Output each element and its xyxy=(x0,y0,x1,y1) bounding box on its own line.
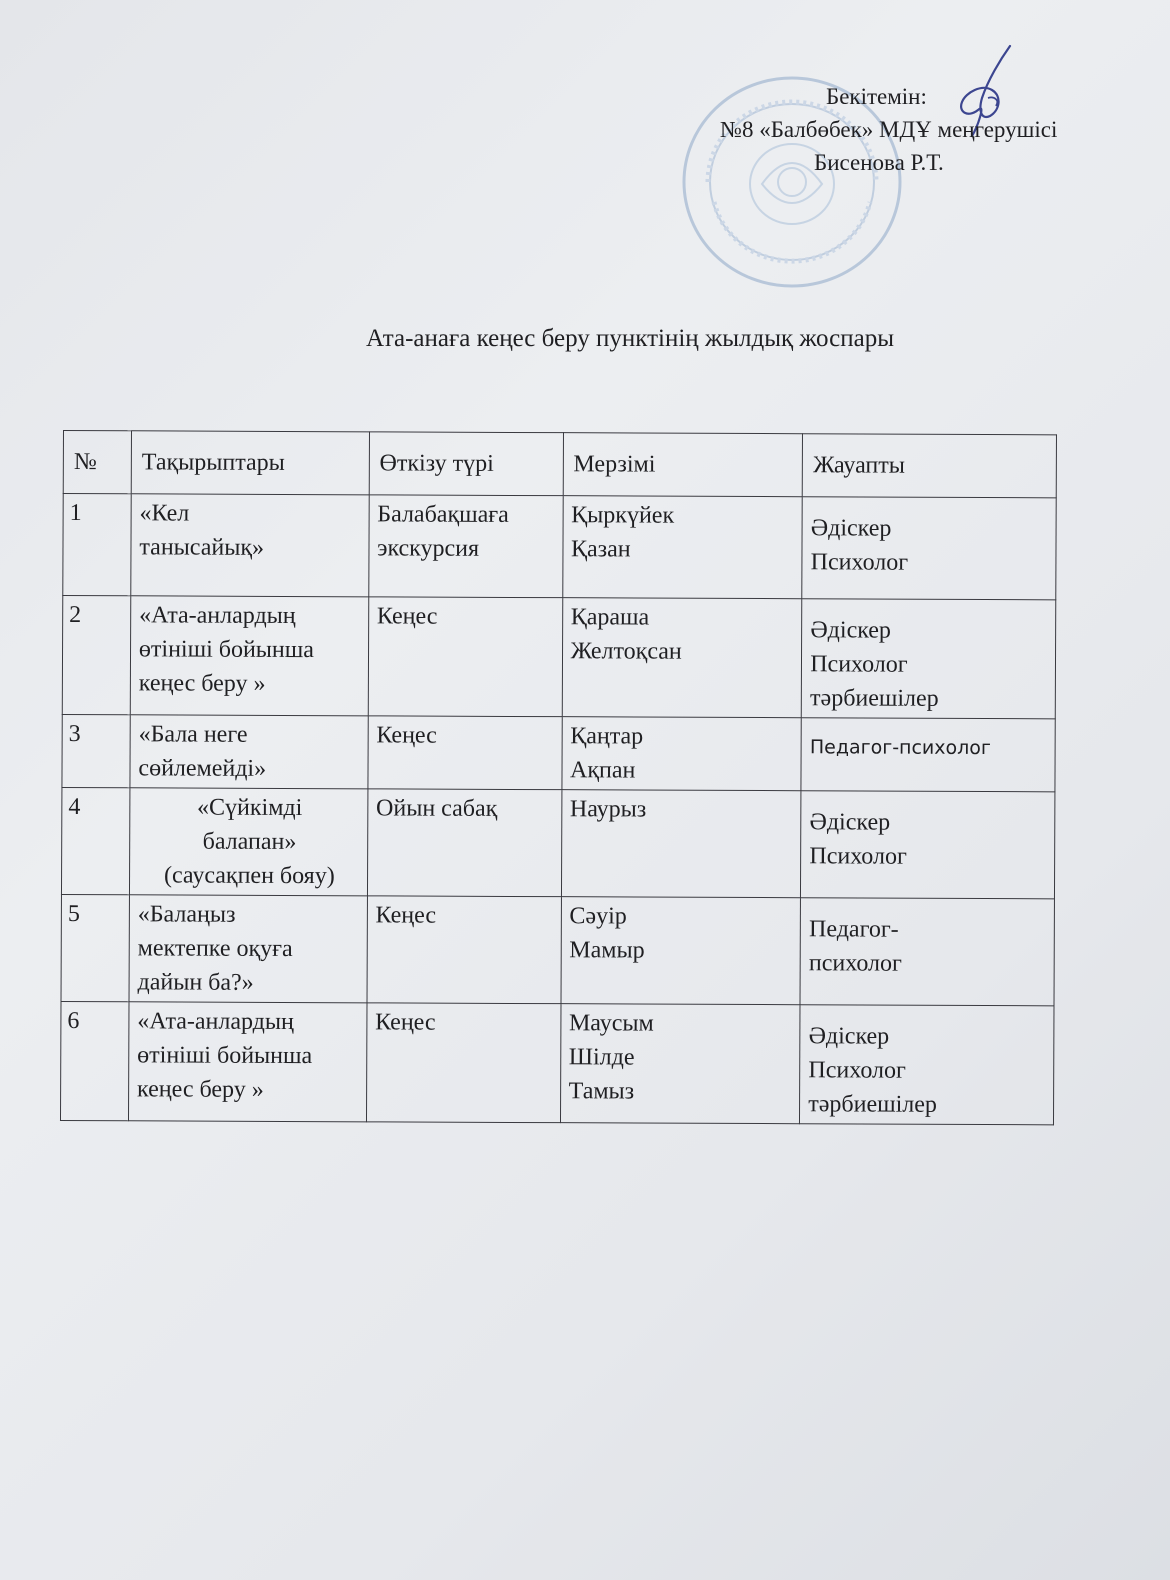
table-row xyxy=(61,894,1054,1005)
row-number: 2 xyxy=(62,596,130,715)
row-period: Қыркүйек Қазан xyxy=(562,496,802,599)
row-period: Маусым Шілде Тамыз xyxy=(560,1004,800,1124)
approval-position: №8 «Балбөбек» МДҰ меңгерушісі xyxy=(720,117,1058,142)
header-form: Өткізу түрі xyxy=(369,432,563,496)
row-responsible: Әдіскер Психолог тәрбиешілер xyxy=(808,1023,937,1118)
approval-heading: Бекітемін: xyxy=(826,84,927,109)
header-topics: Тақырыптары xyxy=(131,431,369,495)
row-period: Қараша Желтоқсан xyxy=(562,598,802,718)
row-number: 3 xyxy=(62,714,130,787)
row-responsible: Педагог-психолог xyxy=(809,736,991,760)
header-period: Мерзімі xyxy=(563,433,803,497)
row-number: 4 xyxy=(61,787,129,894)
row-form: Кеңес xyxy=(367,896,561,1004)
row-form: Кеңес xyxy=(366,1003,560,1123)
approval-block xyxy=(700,80,1130,179)
row-topic: «Бала неге сөйлемейді» xyxy=(130,715,368,789)
row-period: Сәуір Мамыр xyxy=(561,897,801,1005)
row-form: Ойын сабақ xyxy=(367,789,561,897)
row-responsible: Әдіскер Психолог xyxy=(810,515,909,576)
document-title: Ата-анаға кеңес беру пунктінің жылдық жоспары xyxy=(365,325,895,352)
row-responsible: Әдіскер Психолог тәрбиешілер xyxy=(810,617,939,712)
table-row xyxy=(60,1001,1054,1124)
table-row xyxy=(62,714,1055,791)
row-topic: «Сүйкімді балапан» (саусақпен бояу) xyxy=(129,788,367,896)
table-row xyxy=(61,787,1054,898)
header-responsible: Жауапты xyxy=(802,434,1056,498)
row-topic: «Кел танысайық» xyxy=(131,494,369,597)
approval-signer: Бисенова Р.Т. xyxy=(814,150,944,175)
row-topic: «Ата-анлардың өтініші бойынша кеңес беру » xyxy=(130,596,368,716)
row-number: 1 xyxy=(63,494,131,596)
row-topic: «Балаңыз мектепке оқуға дайын ба?» xyxy=(129,895,367,1003)
row-topic: «Ата-анлардың өтініші бойынша кеңес беру » xyxy=(128,1002,366,1122)
row-responsible: Әдіскер Психолог xyxy=(809,809,907,870)
row-responsible: Педагог- психолог xyxy=(808,916,902,977)
row-form: Кеңес xyxy=(368,716,562,790)
row-number: 6 xyxy=(60,1001,128,1120)
table-row xyxy=(62,596,1056,719)
row-form: Кеңес xyxy=(368,597,562,717)
row-number: 5 xyxy=(61,894,129,1001)
row-period: Наурыз xyxy=(561,790,801,898)
plan-table xyxy=(60,430,1057,1125)
row-period: Қаңтар Ақпан xyxy=(561,717,801,791)
table-row xyxy=(63,494,1056,600)
table-header-row xyxy=(63,431,1056,498)
row-form: Балабақшаға экскурсия xyxy=(368,495,562,598)
header-number: № xyxy=(63,431,131,494)
